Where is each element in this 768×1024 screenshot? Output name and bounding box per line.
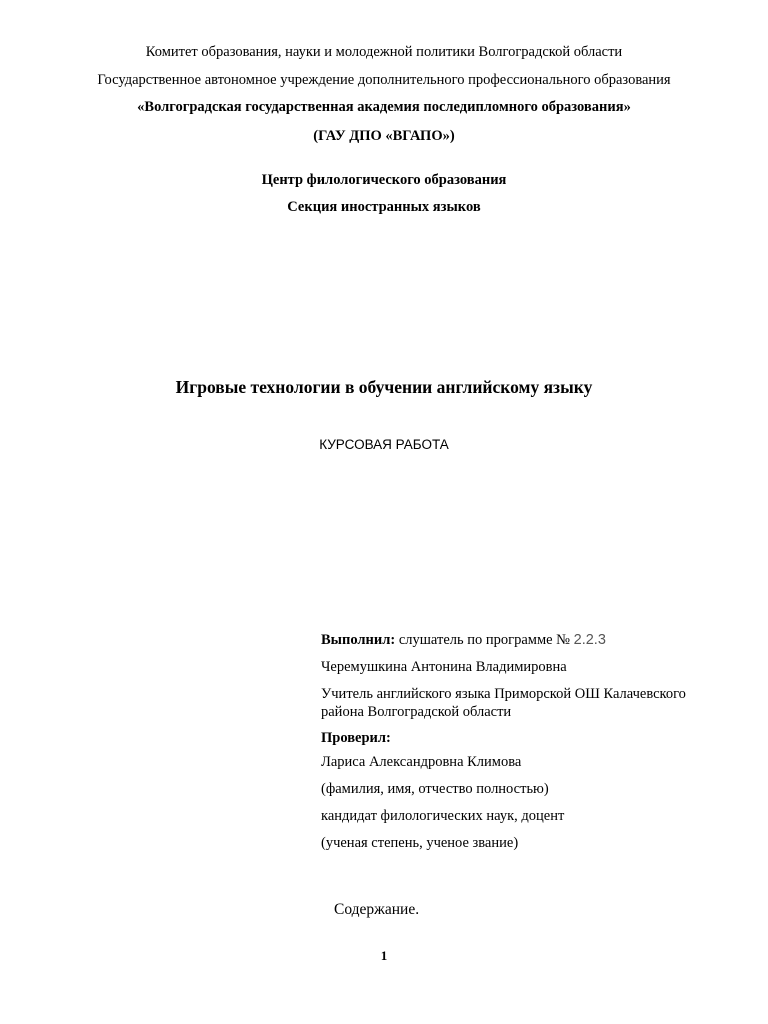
document-subtitle: КУРСОВАЯ РАБОТА bbox=[319, 437, 449, 452]
document-title: Игровые технологии в обучении английскому языку bbox=[175, 377, 593, 397]
checked-label: Проверил: bbox=[321, 730, 391, 746]
performed-label: Выполнил: bbox=[321, 632, 396, 648]
center-name: Центр филологического образования bbox=[261, 172, 507, 188]
section-name: Секция иностранных языков bbox=[287, 199, 481, 215]
header-institution: Государственное автономное учреждение дополнительного профессионального образования bbox=[97, 72, 671, 88]
performed-text: слушатель по программе № bbox=[395, 632, 574, 648]
header-committee: Комитет образования, науки и молодежной политики Волгоградской области bbox=[145, 44, 623, 60]
reviewer-degree-hint: (ученая степень, ученое звание) bbox=[321, 835, 519, 851]
header-academy: «Волгоградская государственная академия последипломного образования» bbox=[137, 99, 631, 115]
header-abbreviation: (ГАУ ДПО «ВГАПО») bbox=[313, 128, 455, 144]
performed-line bbox=[321, 631, 741, 649]
author-name: Черемушкина Антонина Владимировна bbox=[321, 659, 567, 675]
page-number: 1 bbox=[380, 948, 388, 963]
reviewer-name: Лариса Александровна Климова bbox=[321, 754, 522, 770]
author-position: Учитель английского языка Приморской ОШ Калачевского района Волгоградской области bbox=[321, 686, 686, 720]
program-number: 2.2.3 bbox=[573, 632, 606, 648]
contents-heading: Содержание. bbox=[334, 901, 420, 918]
reviewer-degree: кандидат филологических наук, доцент bbox=[321, 808, 565, 824]
reviewer-name-hint: (фамилия, имя, отчество полностью) bbox=[321, 781, 549, 797]
